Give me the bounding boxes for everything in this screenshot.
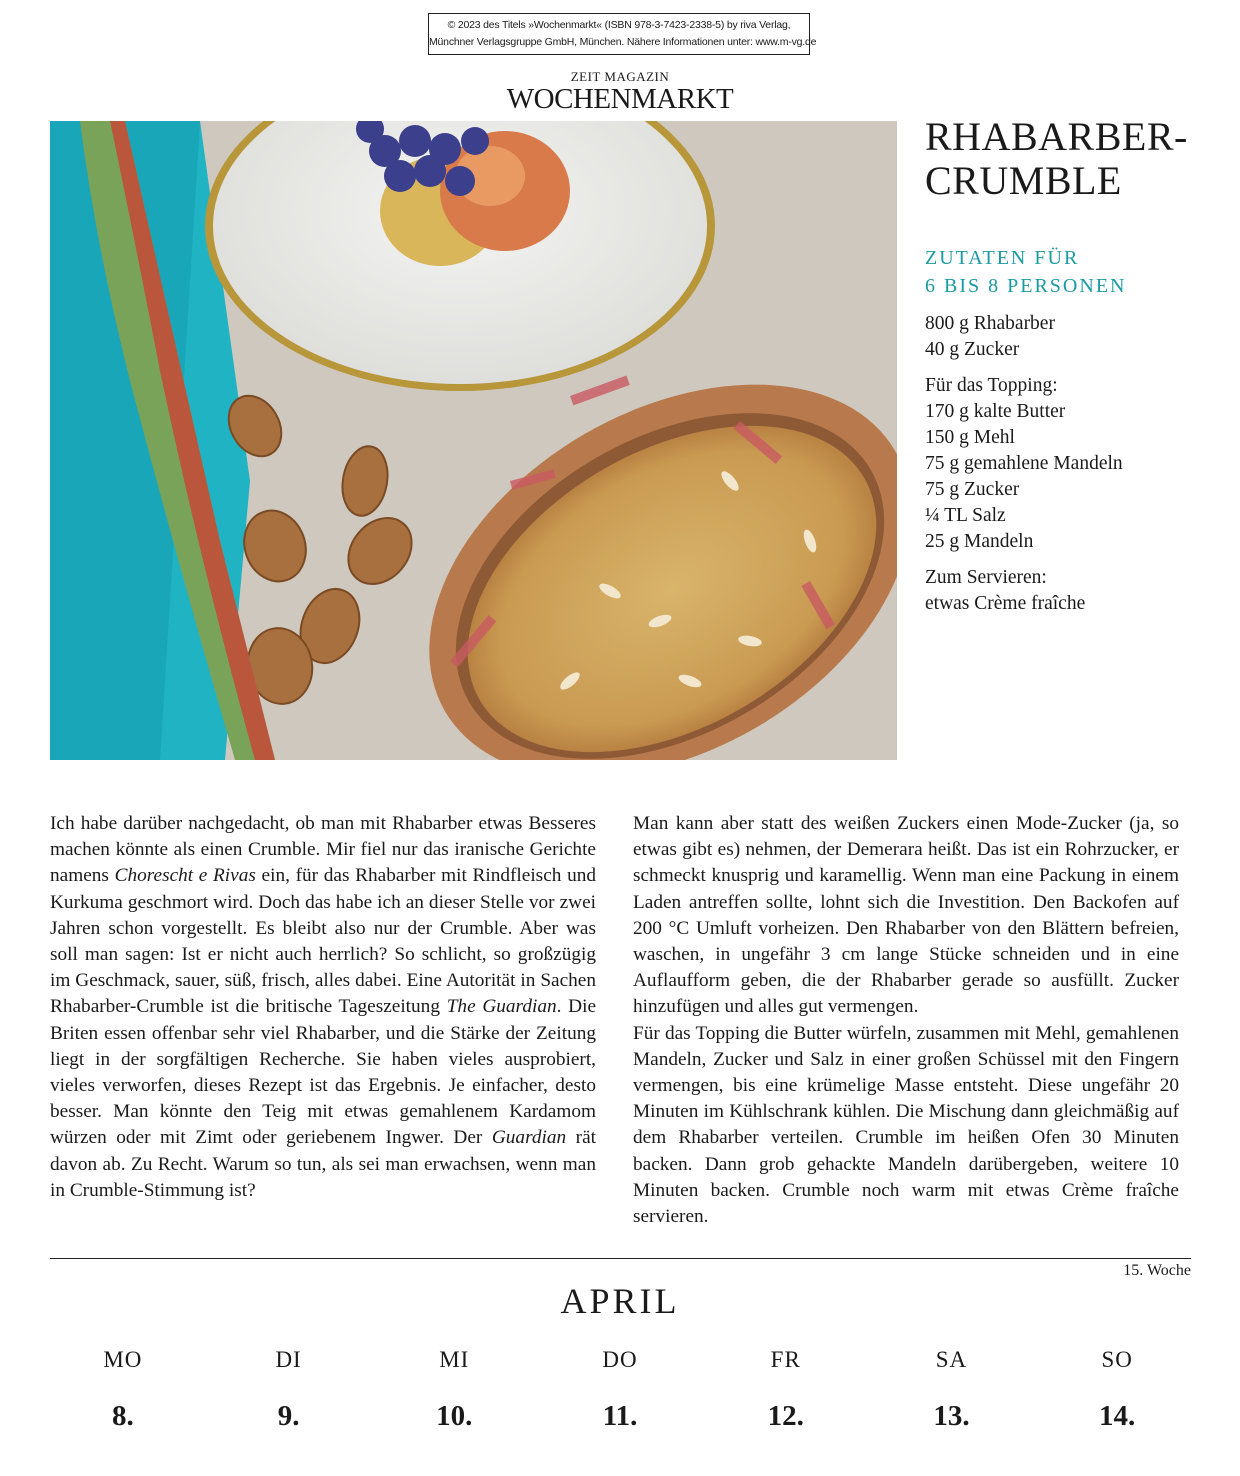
ingredient-line: 25 g Mandeln (925, 531, 1034, 552)
copyright-box (428, 13, 817, 55)
day-label: MI (439, 1347, 470, 1372)
month-title: APRIL (560, 1281, 680, 1321)
ingredient-group (925, 565, 1225, 617)
intro-paragraph (50, 811, 596, 1204)
day-column (703, 1344, 869, 1433)
ingredient-group (925, 311, 1225, 363)
day-label: DI (275, 1347, 302, 1372)
ingredient-line: 170 g kalte Butter (925, 401, 1066, 422)
method-paragraph-1: Man kann aber statt des weißen Zuckers einen Mode-Zucker (ja, so etwas gibt es) nehmen, der Demerara heißt. Das ist ein Rohrzucker, er schmeckt knusprig und karamellig. Wenn man eine Packung in einem Laden antreffen sollte, lohnt sich die Investition. Den Backofen auf 200 °C Umluft vorheizen. Den Rhabarber von den Blättern befreien, waschen, in ungefähr 3 cm lange Stücke schneiden und in eine Auflaufform geben, die der Rhabarber gerade so ausfüllt. Zucker hinzufügen und alles gut vermengen. (633, 813, 1179, 1018)
ingredients-list (925, 311, 1225, 627)
intro-text-part: . Die Briten essen offenbar sehr viel Rhabarber, und die Stärke der Zeitung liegt in der sorgfältigen Recherche. Sie haben vieles ausprobiert, vieles verworfen, dieses Rezept ist das Ergebnis. Je einfacher, desto besser. Man könnte den Teig mit etwas gemahlenem Kardamom würzen oder mit Zimt oder geriebenem Ingwer. Der (50, 996, 597, 1149)
intro-text-part: rät davon ab. Zu Recht. Warum so tun, als sei man erwachsen, wenn man in Crumble-Stimmung ist? (50, 1127, 597, 1201)
week-days (40, 1344, 1200, 1433)
method-paragraph-2: Für das Topping die Butter würfeln, zusammen mit Mehl, gemahlenen Mandeln, Zucker und Salz in einer großen Schüssel mit den Fingern vermengen, bis eine krümelige Masse entsteht. Diese ungefähr 20 Minuten im Kühlschrank kühlen. Die Mischung dann gleichmäßig auf dem Rhabarber verteilen. Crumble im heißen Ofen 30 Minuten backen. Dann grob gehackte Mandeln darübergeben, weitere 10 Minuten backen. Crumble noch warm mit etwas Crème fraîche servieren. (633, 1022, 1179, 1228)
day-label: SO (1101, 1347, 1133, 1372)
newspaper-name-short: Guardian (491, 1127, 567, 1149)
method-text-column (633, 811, 1179, 1230)
intro-text-part: ein, für das Rhabarber mit Rindfleisch und Kurkuma geschmort wird. Doch das habe ich an dieser Stelle vor zwei Jahren schon vorgestellt. Es bleibt also nur der Crumble. Aber was soll man sagen: Ist er nicht auch herrlich? So schlicht, so großzügig im Geschmack, sauer, süß, frisch, alles dabei. Eine Autorität in Sachen Rhabarber-Crumble ist die britische Tageszeitung (50, 865, 596, 1018)
day-column (537, 1344, 703, 1433)
ingredient-line: 75 g Zucker (925, 479, 1020, 500)
day-number: 14. (1099, 1400, 1136, 1432)
day-number: 13. (933, 1400, 970, 1432)
day-column (1034, 1344, 1200, 1433)
intro-text-part: Ich habe darüber nachgedacht, ob man mit Rhabarber etwas Besseres machen könnte als einen Crumble. Mir fiel nur das iranische Gerichte namens (50, 813, 596, 887)
ingredient-group (925, 373, 1225, 555)
subhead-line-1: ZUTATEN FÜR (925, 247, 1080, 269)
wochenmarkt-logo (500, 70, 740, 114)
title-line-2: CRUMBLE (925, 158, 1122, 203)
day-label: FR (770, 1347, 801, 1372)
dish-name-choresht: Chorescht e Rivas (114, 865, 256, 887)
crumble-illustration (50, 121, 897, 760)
day-number: 12. (767, 1400, 804, 1432)
ingredient-line: 75 g gemahlene Mandeln (925, 453, 1123, 474)
intro-text-column (50, 811, 596, 1204)
day-column (869, 1344, 1035, 1433)
ingredients-heading (925, 244, 1225, 300)
day-label: DO (602, 1347, 638, 1372)
day-number: 10. (436, 1400, 473, 1432)
ingredient-line: Zum Servieren: (925, 567, 1047, 588)
subhead-line-2: 6 BIS 8 PERSONEN (925, 275, 1127, 297)
day-label: MO (103, 1347, 143, 1372)
day-number: 9. (277, 1400, 300, 1432)
ingredient-line: ¼ TL Salz (925, 505, 1006, 526)
ingredient-line: 40 g Zucker (925, 339, 1020, 360)
ingredient-line: 800 g Rhabarber (925, 313, 1055, 334)
copyright-line-1: © 2023 des Titels »Wochenmarkt« (ISBN 978-3-7423-2338-5) by riva Verlag, (447, 19, 791, 31)
day-column (40, 1344, 206, 1433)
newspaper-name: The Guardian (446, 996, 557, 1018)
logo-zeitmagazin: ZEIT MAGAZIN (570, 69, 670, 84)
recipe-title (925, 115, 1225, 203)
ingredient-line: etwas Crème fraîche (925, 593, 1086, 614)
day-column (206, 1344, 372, 1433)
day-number: 8. (111, 1400, 134, 1432)
week-number: 15. Woche (1123, 1262, 1191, 1279)
day-column (371, 1344, 537, 1433)
title-line-1: RHABARBER- (925, 114, 1188, 159)
copyright-line-2: Münchner Verlagsgruppe GmbH, München. Nähere Informationen unter: www.m-vg.de (429, 36, 817, 48)
ingredient-line: Für das Topping: (925, 375, 1058, 396)
recipe-photo (50, 121, 897, 760)
day-label: SA (935, 1347, 968, 1372)
day-number: 11. (602, 1400, 638, 1432)
calendar-divider (50, 1258, 1191, 1259)
logo-wochenmarkt: WOCHENMARKT (506, 83, 734, 115)
ingredient-line: 150 g Mehl (925, 427, 1015, 448)
